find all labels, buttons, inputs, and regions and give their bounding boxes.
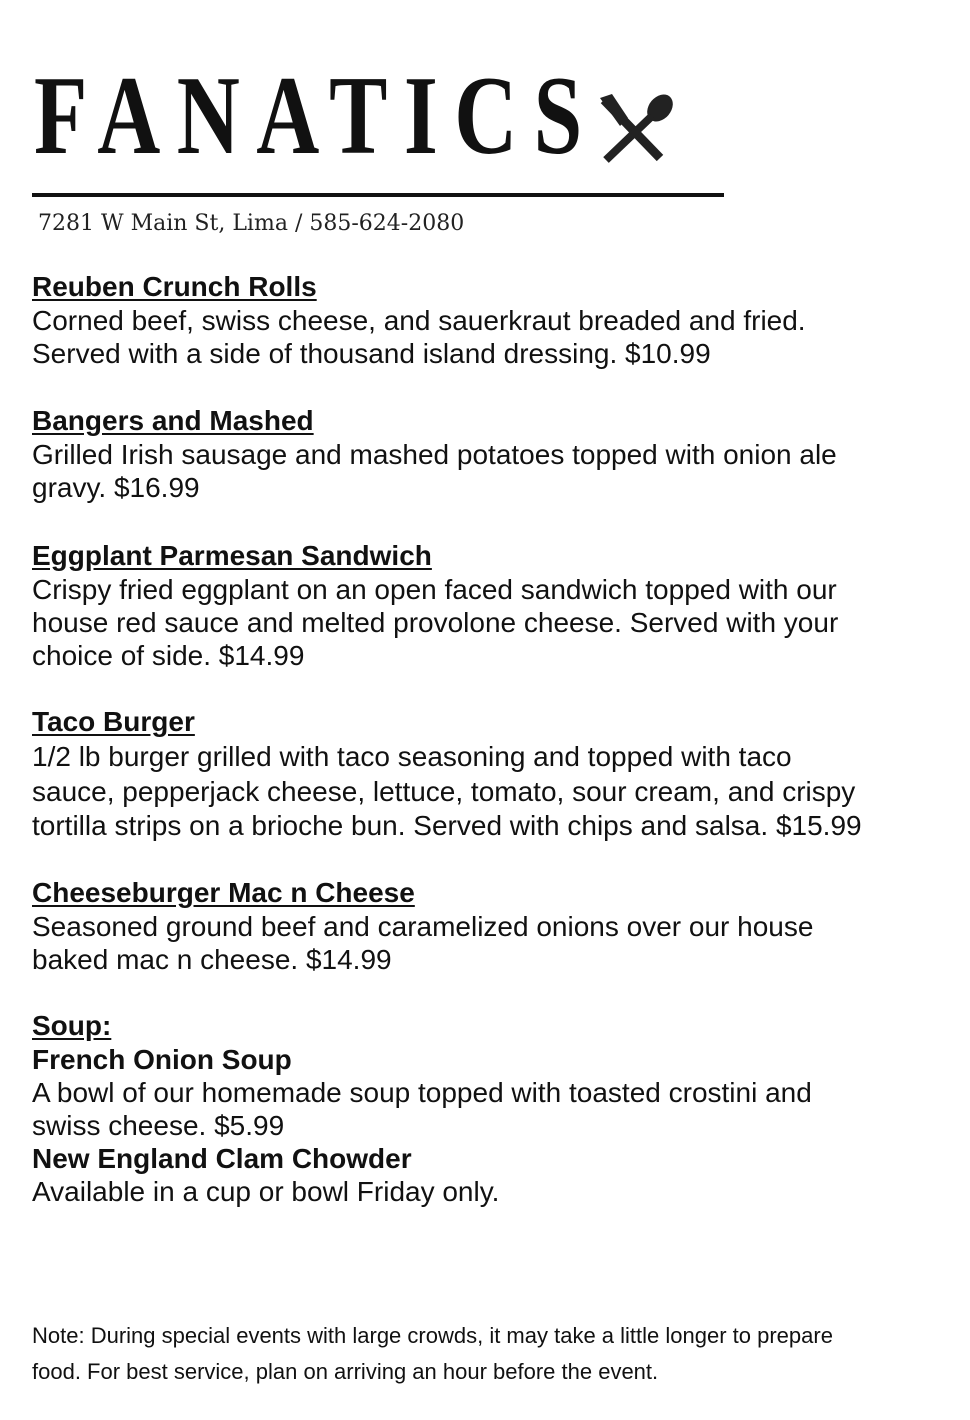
note-line: Note: During special events with large crowds, it may take a little longer to prepare: [32, 1323, 833, 1348]
menu-item-desc-line: house red sauce and melted provolone cheese. Served with your: [32, 607, 839, 638]
soup-section: [32, 1009, 932, 1208]
menu-item-title: Taco Burger: [32, 706, 195, 737]
menu-item: [32, 876, 932, 976]
menu-item-title: Reuben Crunch Rolls: [32, 271, 317, 302]
menu-item-desc-line: sauce, pepperjack cheese, lettuce, tomato, sour cream, and crispy: [32, 776, 856, 807]
header-divider: [32, 193, 724, 197]
menu-item-desc-line: tortilla strips on a brioche bun. Served with chips and salsa. $15.99: [32, 810, 862, 841]
menu-item-desc-line: Crispy fried eggplant on an open faced sandwich topped with our: [32, 574, 837, 605]
menu-item: [32, 705, 932, 842]
footer-note: [32, 1318, 970, 1390]
menu-item-title: Eggplant Parmesan Sandwich: [32, 540, 432, 571]
soup-item-title: New England Clam Chowder: [32, 1143, 412, 1174]
menu-item-desc-line: baked mac n cheese. $14.99: [32, 944, 392, 975]
soup-item-desc-line: Available in a cup or bowl Friday only.: [32, 1176, 500, 1207]
menu-header: [0, 0, 970, 250]
soup-item-desc-line: A bowl of our homemade soup topped with toasted crostini and: [32, 1077, 812, 1108]
menu-item-desc-line: gravy. $16.99: [32, 472, 200, 503]
soup-heading: Soup:: [32, 1010, 112, 1041]
restaurant-title: FANATICS: [34, 54, 599, 178]
menu-item-desc-line: Grilled Irish sausage and mashed potatoes topped with onion ale: [32, 439, 837, 470]
address-phone: 7281 W Main St, Lima / 585-624-2080: [38, 211, 465, 236]
menu-item-title: Bangers and Mashed: [32, 405, 314, 436]
note-line: food. For best service, plan on arriving an hour before the event.: [32, 1359, 659, 1384]
menu-item-desc-line: Served with a side of thousand island dressing. $10.99: [32, 338, 711, 369]
menu-item: [32, 270, 932, 370]
menu-item-desc-line: Seasoned ground beef and caramelized onions over our house: [32, 911, 814, 942]
menu-item-desc-line: 1/2 lb burger grilled with taco seasoning and topped with taco: [32, 741, 792, 772]
menu-item-title: Cheeseburger Mac n Cheese: [32, 877, 415, 908]
soup-item-desc-line: swiss cheese. $5.99: [32, 1110, 285, 1141]
menu-item: [32, 539, 932, 672]
fork-spoon-icon: [598, 92, 676, 164]
menu-item: [32, 404, 932, 504]
menu-item-desc-line: Corned beef, swiss cheese, and sauerkraut breaded and fried.: [32, 305, 806, 336]
soup-item-title: French Onion Soup: [32, 1044, 292, 1075]
menu-item-desc-line: choice of side. $14.99: [32, 640, 305, 671]
